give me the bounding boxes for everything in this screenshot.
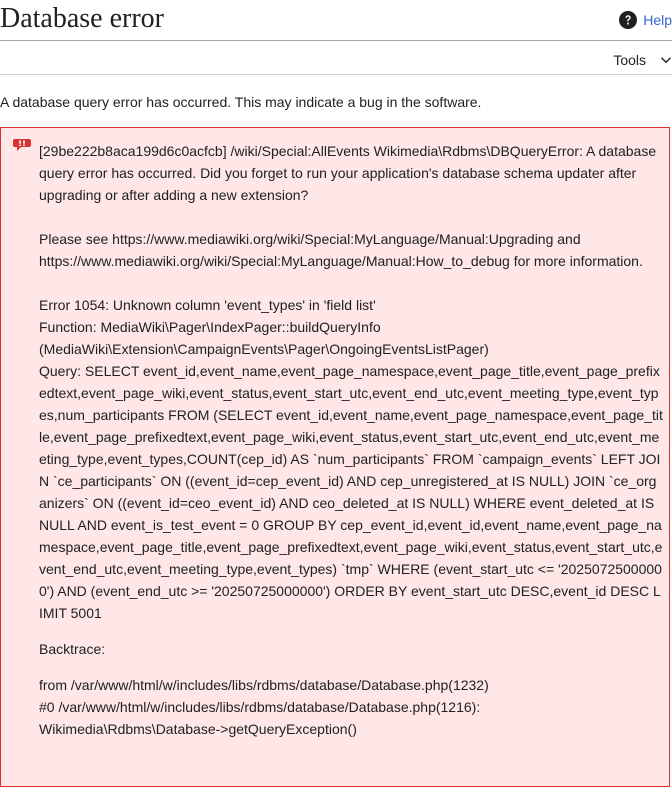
error-message-box — [0, 127, 670, 787]
error-function-line: Function: MediaWiki\Pager\IndexPager::buildQueryInfo (MediaWiki\Extension\CampaignEvents\Pager\OngoingEventsListPager) — [39, 319, 489, 357]
error-details — [39, 294, 663, 624]
backtrace-line: #0 /var/www/html/w/includes/libs/rdbms/database/Database.php(1216): — [39, 699, 481, 715]
error-content — [39, 140, 663, 740]
page-title: Database error — [0, 3, 165, 34]
backtrace-line: Wikimedia\Rdbms\Database->getQueryException() — [39, 721, 357, 737]
toolbar — [0, 41, 672, 75]
backtrace-label: Backtrace: — [39, 641, 106, 657]
error-code-line: Error 1054: Unknown column 'event_types' in 'field list' — [39, 297, 376, 313]
page-header — [0, 0, 672, 41]
chevron-down-icon — [660, 54, 672, 66]
help-icon — [619, 11, 637, 29]
error-query: Query: SELECT event_id,event_name,event_page_namespace,event_page_title,event_page_prefixedtext,event_page_wiki,event_status,event_start_utc,event_end_utc,event_meeting_type,event_types,num_participants FROM (SELECT event_id,event_name,event_page_namespace,event_page_title,event_page_prefixedtext,event_page_wiki,event_status,event_start_utc,event_end_utc,event_meeting_type,event_types,COUNT(cep_id) AS `num_participants` FROM `campaign_events` LEFT JOIN `ce_participants` ON ((event_id=cep_event_id) AND cep_unregistered_at IS NULL) JOIN `ce_organizers` ON ((event_id=ceo_event_id) AND ceo_deleted_at IS NULL) WHERE event_deleted_at IS NULL AND event_is_test_event = 0 GROUP BY cep_event_id,event_id,event_name,event_page_namespace,event_page_title,event_page_prefixedtext,event_page_wiki,event_status,event_start_utc,event_end_utc,event_meeting_type,event_types) `tmp` WHERE (event_start_utc <= '20250725000000') AND (event_end_utc >= '20250725000000') ORDER BY event_start_utc DESC,event_id DESC LIMIT 5001 — [39, 363, 663, 621]
backtrace-line: from /var/www/html/w/includes/libs/rdbms/database/Database.php(1232) — [39, 677, 489, 693]
error-icon — [13, 139, 33, 153]
tools-label: Tools — [613, 52, 646, 68]
error-see-also: Please see https://www.mediawiki.org/wiki/Special:MyLanguage/Manual:Upgrading and https://www.mediawiki.org/wiki/Special:MyLanguage/Manual:How_to_debug for more information. — [39, 231, 643, 269]
intro-text: A database query error has occurred. This may indicate a bug in the software. — [0, 94, 482, 110]
error-summary: [29be222b8aca199d6c0acfcb] /wiki/Special:AllEvents Wikimedia\Rdbms\DBQueryError: A database query error has occurred. Did you forget to run your application's database schema updater after upgrading or after adding a new extension? — [39, 143, 657, 203]
help-link[interactable] — [619, 10, 672, 30]
backtrace — [39, 674, 663, 740]
tools-menu-button[interactable] — [613, 50, 672, 70]
help-label: Help — [643, 12, 672, 28]
